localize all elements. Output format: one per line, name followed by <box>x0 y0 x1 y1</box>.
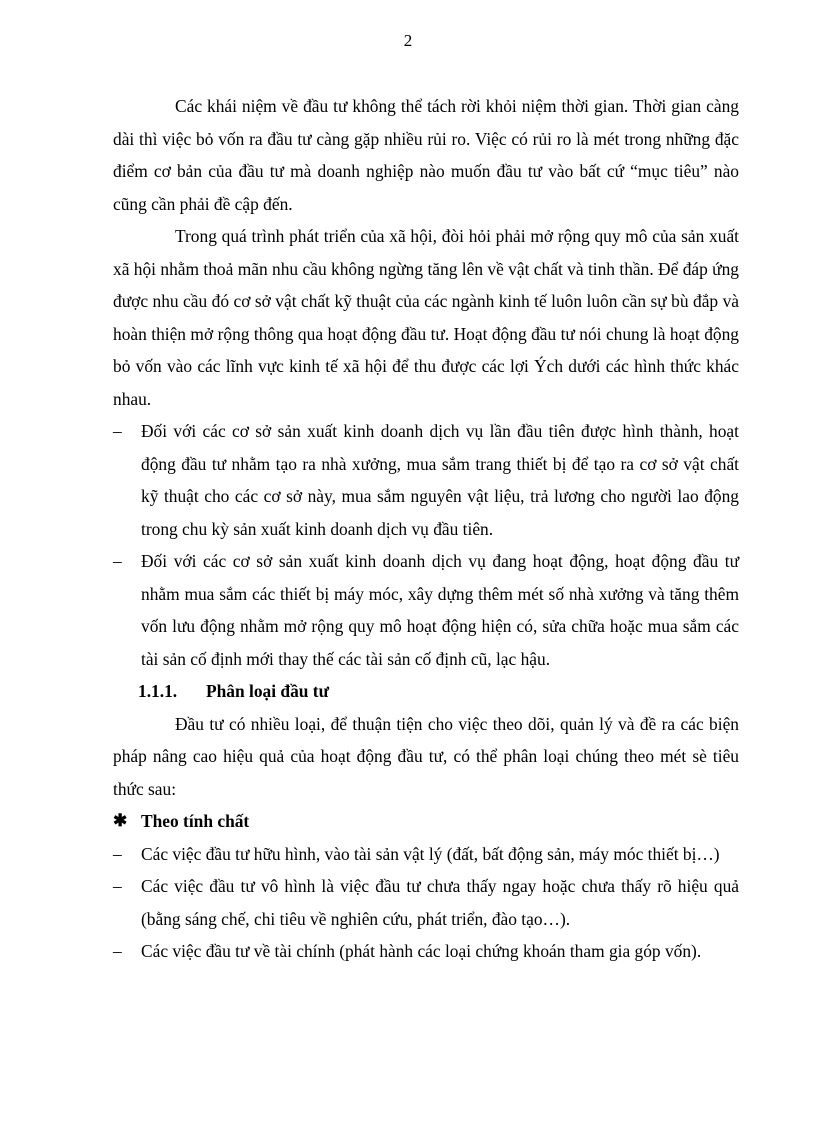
dash-marker: – <box>113 941 122 961</box>
page-content <box>113 90 739 968</box>
paragraph-investment-activity: Trong quá trình phát triển của xã hội, đòi hỏi phải mở rộng quy mô của sản xuất xã hội nhằm thoả mãn nhu cầu không ngừng tăng lên về vật chất và tinh thần. Để đáp ứng được nhu cầu đó cơ sở vật chất kỹ thuật của các ngành kinh tế luôn luôn cần sự bù đắp và hoàn thiện mở rộng thông qua hoạt động đầu tư. Hoạt động đầu tư nói chung là hoạt động bỏ vốn vào các lĩnh vực kinh tế xã hội để thu được các lợi Ých dưới các hình thức khác nhau. <box>113 226 739 409</box>
subsection-title: Theo tính chất <box>141 811 250 831</box>
list-item-text: Các việc đầu tư vô hình là việc đầu tư chưa thấy ngay hoặc chưa thấy rõ hiệu quả (bằng sáng chế, chi tiêu về nghiên cứu, phát triển, đào tạo…). <box>141 876 739 929</box>
section-title: Phân loại đầu tư <box>206 681 330 701</box>
dash-marker: – <box>113 876 122 896</box>
subsection-heading <box>113 805 739 838</box>
list-facility-types <box>113 415 739 675</box>
list-item-text: Đối với các cơ sở sản xuất kinh doanh dịch vụ đang hoạt động, hoạt động đầu tư nhằm mua sắm các thiết bị máy móc, xây dựng thêm mét số nhà xưởng và tăng thêm vốn lưu động nhằm mở rộng quy mô hoạt động hiện có, sửa chữa hoặc mua sắm các tài sản cố định mới thay thế các tài sản cố định cũ, lạc hậu. <box>141 551 739 669</box>
list-item <box>113 935 739 968</box>
list-item <box>113 415 739 545</box>
dash-marker: – <box>113 843 122 864</box>
list-item <box>113 838 739 871</box>
section-number: 1.1.1. <box>138 681 178 701</box>
dash-marker: – <box>113 421 122 441</box>
list-investment-nature <box>113 838 739 968</box>
paragraph-classification-intro: Đầu tư có nhiều loại, để thuận tiện cho việc theo dõi, quản lý và đề ra các biện pháp nâng cao hiệu quả của hoạt động đầu tư, có thể phân loại chúng theo mét sè tiêu thức sau: <box>113 713 739 799</box>
asterisk-bullet-icon: ✱ <box>113 811 128 830</box>
list-item-text: Đối với các cơ sở sản xuất kinh doanh dịch vụ lần đầu tiên được hình thành, hoạt động đầu tư nhằm tạo ra nhà xưởng, mua sắm trang thiết bị để tạo ra cơ sở vật chất kỹ thuật cho các cơ sở này, mua sắm nguyên vật liệu, trả lương cho người lao động trong chu kỳ sản xuất kinh doanh dịch vụ đầu tiên. <box>141 421 739 539</box>
list-item-text: Các việc đầu tư về tài chính (phát hành các loại chứng khoán tham gia góp vốn). <box>141 941 702 961</box>
paragraph-time-risk: Các khái niệm về đầu tư không thể tách rời khỏi niệm thời gian. Thời gian càng dài thì việc bỏ vốn ra đầu tư càng gặp nhiều rủi ro. Việc có rủi ro là mét trong những đặc điểm cơ bản của đầu tư mà doanh nghiệp nào muốn đầu tư vào bất cứ “mục tiêu” nào cũng cần phải đề cập đến. <box>113 96 739 214</box>
list-item <box>113 870 739 935</box>
page-number: 2 <box>403 31 413 50</box>
list-item <box>113 545 739 675</box>
section-heading <box>113 675 739 708</box>
list-item-text: Các việc đầu tư hữu hình, vào tài sản vật lý (đất, bất động sản, máy móc thiết bị…) <box>141 843 720 864</box>
dash-marker: – <box>113 551 122 571</box>
